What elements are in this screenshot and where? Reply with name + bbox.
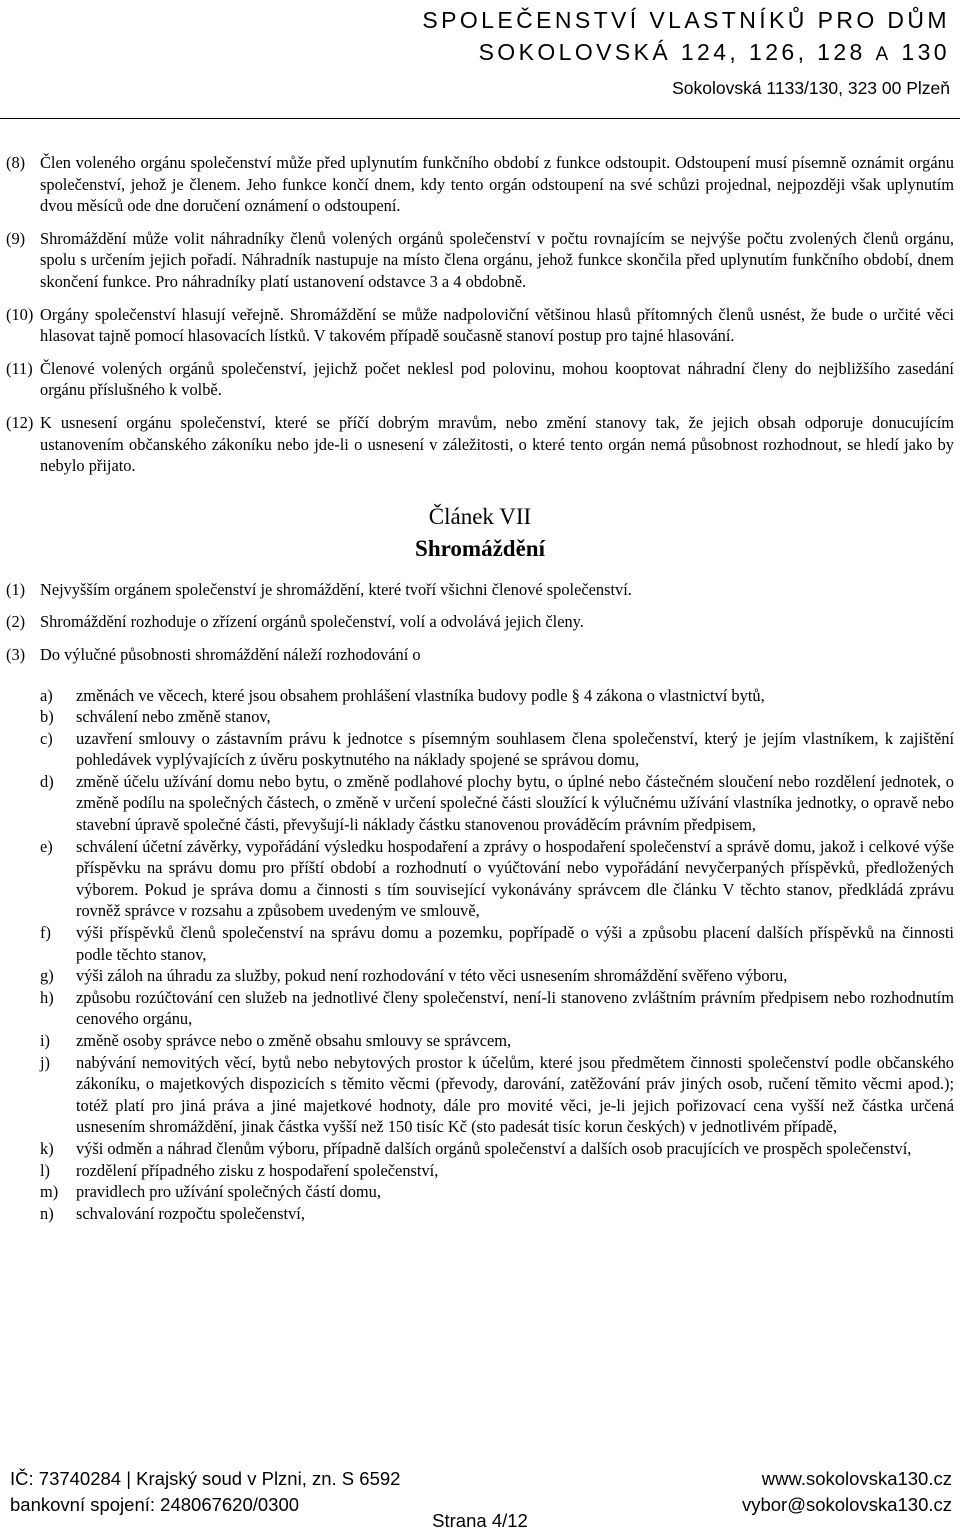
paragraph-text: Členové volených orgánů společenství, jejichž počet neklesl pod polovinu, mohou kooptovat náhradní členy do nejbližšího zasedání orgánu příslušného k volbě. [40,358,954,400]
list-item-letter: g) [40,966,54,986]
footer-email-link[interactable]: vybor@sokolovska130.cz [741,1494,952,1515]
paragraph-number: (12) [6,412,34,432]
paragraph-number: (3) [6,644,26,664]
paragraph [6,412,954,477]
list-item [40,1138,954,1160]
list-item-letter: e) [40,836,53,856]
letterhead-number: 130 [901,39,950,65]
list-item-text: schvalování rozpočtu společenství, [76,1203,305,1223]
article-paragraph [6,579,954,601]
list-item-text: změně osoby správce nebo o změně obsahu smlouvy se správcem, [76,1031,512,1050]
list-item [40,987,954,1030]
footer-bank-account: bankovní spojení: 248067620/0300 [10,1494,300,1515]
page-number: Strana 4/12 [432,1510,528,1531]
paragraph-group [6,152,954,477]
paragraph-number: (8) [6,153,26,172]
list-item [40,922,954,965]
letterhead-title: SPOLEČENSTVÍ VLASTNÍKŮ PRO DŮM [422,7,950,33]
list-item [40,1052,954,1138]
list-item-letter: n) [40,1203,54,1223]
footer-website-link[interactable]: www.sokolovska130.cz [761,1468,952,1489]
letterhead-postal-address: Sokolovská 1133/130, 323 00 Plzeň [672,78,950,98]
list-item-text: změnách ve věcech, které jsou obsahem prohlášení vlastníka budovy podle § 4 zákona o vlastnictví bytů, [76,685,765,705]
list-item-letter: c) [40,728,53,748]
list-item-letter: i) [40,1031,51,1050]
list-item-letter: a) [40,685,53,705]
list-item-letter: b) [40,707,54,727]
paragraph-number: (10) [6,304,34,324]
paragraph-text: Shromáždění může volit náhradníky členů volených orgánů společenství v počtu rovnajícím se nejvýše počtu zvolených členů orgánu, spolu s určením jejich pořadí. Náhradník nastupuje na místo člena orgánu, jehož funkce skončila před uplynutím funkčního období, dnem skončení funkce. Pro náhradníky platí ustanovení odstavce 3 a 4 obdobně. [40,228,954,291]
list-item-text: schválení účetní závěrky, vypořádání výsledku hospodaření a zprávy o hospodaření společenství a správě domu, jakož i celkové výše příspěvku na správu domu pro příští období a rozhodnutí o vyúčtování nebo vypořádání nevyčerpaných příspěvků, předložených výborem. Pokud je správa domu a činnosti s tím související vykonávány správcem dle článku V těchto stanov, předkládá zprávu rovněž správce v rozsahu a způsobem uvedeným ve smlouvě, [76,836,954,921]
article-paragraph-group [6,579,954,666]
article-heading [6,501,954,565]
paragraph-text: Člen voleného orgánu společenství může před uplynutím funkčního období z funkce odstoupit. Odstoupení musí písemně oznámit orgánu společenství, jehož je členem. Jeho funkce končí dnem, kdy tento orgán odstoupení na své schůzi projednal, nejpozději však uplynutím dvou měsíců ode dne doručení oznámení o odstoupení. [40,153,954,216]
list-item [40,706,954,728]
list-item [40,1160,954,1182]
page-footer [0,1460,960,1534]
list-item-letter: l) [40,1160,51,1180]
list-item-text: schválení nebo změně stanov, [76,707,271,727]
list-item-letter: k) [40,1138,54,1158]
list-item-letter: m) [40,1182,59,1202]
list-item-text: rozdělení případného zisku z hospodaření společenství, [76,1160,439,1180]
paragraph-text: Do výlučné působnosti shromáždění náleží rozhodování o [40,644,421,664]
paragraph-number: (1) [6,579,26,599]
article-paragraph [6,611,954,633]
article-paragraph [6,644,954,666]
letterhead-address-line [422,36,950,71]
article-number: Článek VII [428,503,532,529]
list-item-text: výši odměn a náhrad členům výboru, případně dalších orgánů společenství a dalších osob pracujících ve prospěch společenství, [76,1138,912,1158]
document-body [6,152,954,1224]
paragraph [6,304,954,347]
competence-list [6,685,954,1225]
list-item-text: pravidlech pro užívání společných částí domu, [76,1182,381,1202]
list-item [40,771,954,836]
paragraph [6,228,954,293]
list-item-text: výši příspěvků členů společenství na správu domu a pozemku, popřípadě o výši a způsobu placení dalších příspěvků na činnosti podle těchto stanov, [76,923,954,964]
paragraph [6,358,954,401]
paragraph-number: (2) [6,612,26,632]
paragraph-text: Shromáždění rozhoduje o zřízení orgánů společenství, volí a odvolává jejich členy. [40,612,584,632]
list-item-letter: j) [40,1052,51,1072]
letterhead-street: SOKOLOVSKÁ 124, 126, 128 [478,39,866,65]
paragraph-number: (11) [6,358,33,378]
letterhead [422,4,950,101]
paragraph-text: Orgány společenství hlasují veřejně. Shromáždění se může nadpoloviční většinou hlasů přítomných členů usnést, že bude o určité věci hlasovat tajně pomocí hlasovacích lístků. V takovém případě současně stanoví postup pro tajné hlasování. [40,304,954,346]
list-item [40,1181,954,1203]
list-item-text: změně účelu užívání domu nebo bytu, o změně podlahové plochy bytu, o úplné nebo částečném sloučení nebo rozdělení jednotek, o změně podílu na společných částech, o změně v určení společné části sloužící k výlučnému užívání vlastníka jednotky, o opravě nebo stavební úpravě společné části, převyšují-li náklady částku stanovenou prováděcím právním předpisem, [76,771,954,835]
list-item-letter: d) [40,771,54,791]
header-divider [0,118,960,119]
list-item-letter: h) [40,987,54,1007]
list-item-text: výši záloh na úhradu za služby, pokud není rozhodování v této věci usnesením shromáždění svěřeno výboru, [76,966,788,986]
list-item [40,1030,954,1052]
footer-registration: IČ: 73740284 | Krajský soud v Plzni, zn. S 6592 [10,1468,401,1489]
paragraph [6,152,954,217]
paragraph-number: (9) [6,228,26,248]
list-item [40,836,954,922]
letterhead-conjunction: A [875,44,892,65]
list-item [40,685,954,707]
list-item [40,728,954,771]
paragraph-text: Nejvyšším orgánem společenství je shromáždění, které tvoří všichni členové společenství. [40,579,632,599]
list-item [40,965,954,987]
list-item-text: způsobu rozúčtování cen služeb na jednotlivé členy společenství, není-li stanoveno zvláštním právním předpisem nebo rozhodnutím cenového orgánu, [76,987,954,1029]
list-item-letter: f) [40,923,51,943]
list-item-text: nabývání nemovitých věcí, bytů nebo nebytových prostor k účelům, které jsou předmětem činnosti společenství podle občanského zákoníku, o majetkových dispozicích s těmito věcmi (převody, darování, zatěžování práv jiných osob, ručení těmito věcmi apod.); totéž platí pro jiná práva a jiné majetkové hodnoty, dále pro movité věci, je-li jejich pořizovací cena vyšší než částka určená usnesením shromáždění, jinak částka vyšší než 150 tisíc Kč (sto padesát tisíc korun českých) v jednotlivém případě, [76,1052,954,1137]
list-item-text: uzavření smlouvy o zástavním právu k jednotce s písemným souhlasem člena společenství, který je jejím vlastníkem, k zajištění pohledávek vyplývajících z úvěru poskytnutého na náklady spojené se správou domu, [76,728,954,770]
article-title: Shromáždění [415,535,545,561]
paragraph-text: K usnesení orgánu společenství, které se příčí dobrým mravům, nebo změní stanovy tak, že jejich obsah odporuje donucujícím ustanovením občanského zákoníku nebo jde-li o usnesení v záležitosti, o které tento orgán nemá působnost rozhodnout, se hledí jako by nebylo přijato. [40,412,954,476]
list-item [40,1203,954,1225]
